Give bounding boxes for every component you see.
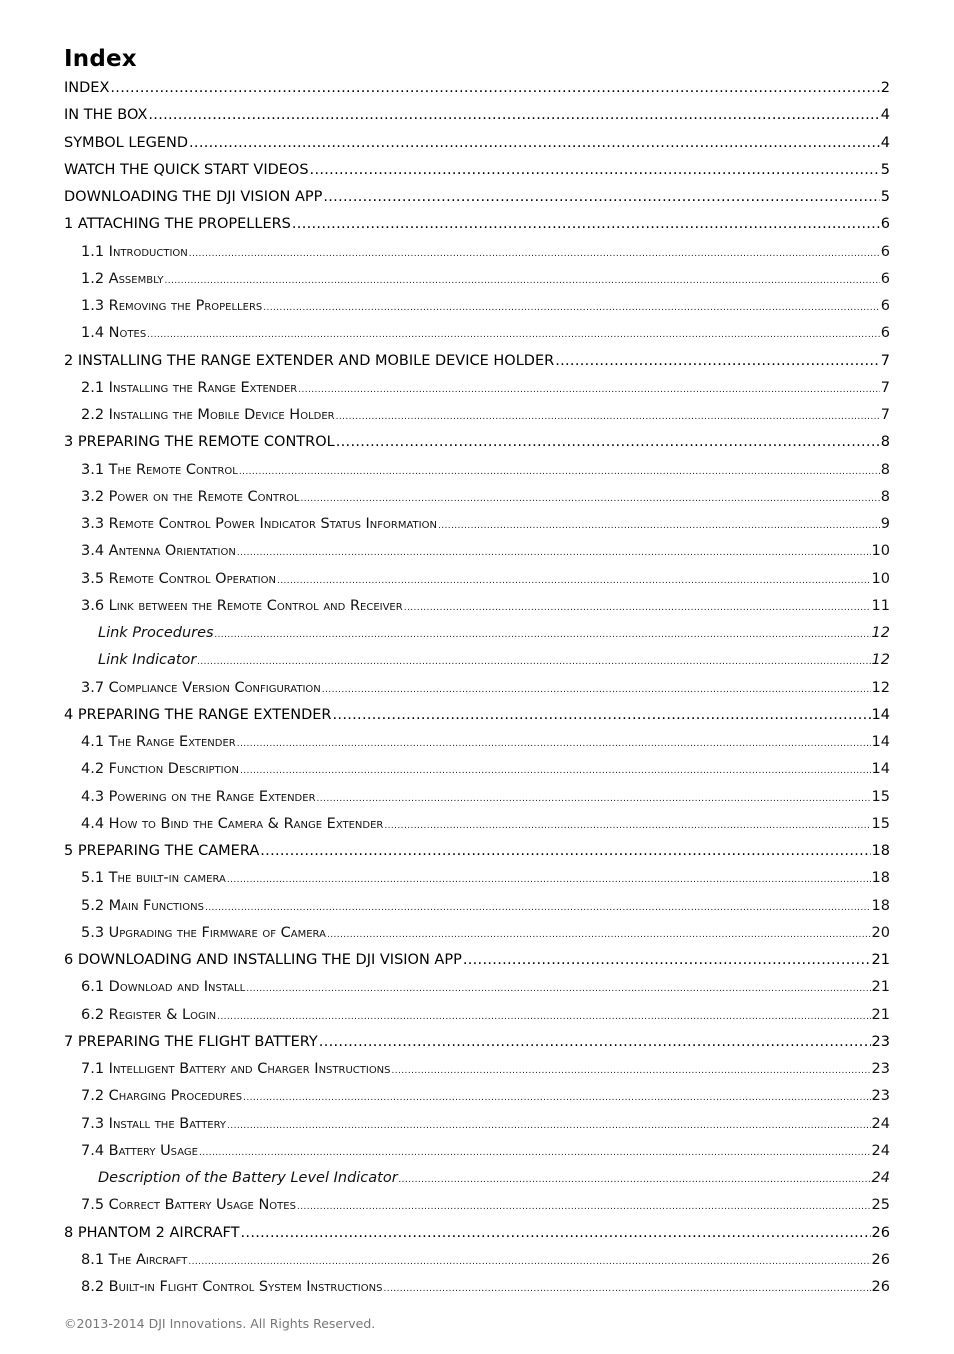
toc-section-entry[interactable] — [64, 566, 890, 593]
toc-entry-label: 1.2 Assembly — [81, 270, 164, 287]
toc-entry-label: DOWNLOADING THE DJI VISION APP — [64, 189, 323, 205]
toc-section-entry[interactable] — [64, 1138, 890, 1165]
toc-entry-label: 3.5 Remote Control Operation — [81, 570, 276, 587]
table-of-contents — [64, 75, 890, 1301]
toc-page-number: 23 — [871, 1088, 890, 1105]
toc-page-number: 21 — [871, 979, 890, 996]
toc-page-number: 9 — [880, 516, 890, 532]
toc-dot-leader — [227, 1113, 871, 1140]
toc-dot-leader — [297, 1194, 871, 1221]
toc-page-number: 21 — [871, 1006, 890, 1023]
toc-page-number: 2 — [880, 80, 890, 96]
toc-dot-leader — [205, 895, 871, 922]
toc-page-number: 10 — [871, 543, 890, 560]
toc-entry-label: 6.2 Register & Login — [81, 1006, 217, 1023]
toc-chapter-entry[interactable] — [64, 1220, 890, 1247]
toc-dot-leader — [319, 1029, 871, 1056]
toc-entry-label: 3.3 Remote Control Power Indicator Status Information — [81, 516, 437, 532]
toc-entry-label: 1.1 Introduction — [81, 243, 188, 260]
toc-page-number: 24 — [871, 1142, 890, 1159]
toc-page-number: 14 — [871, 734, 890, 750]
toc-section-entry[interactable] — [64, 974, 890, 1001]
toc-entry-label: 4.1 The Range Extender — [81, 734, 236, 750]
toc-page-number: 7 — [880, 407, 890, 423]
toc-dot-leader — [237, 731, 871, 758]
toc-dot-leader — [336, 429, 880, 456]
toc-dot-leader — [555, 348, 880, 375]
toc-dot-leader — [239, 459, 880, 486]
toc-entry-label: 7.5 Correct Battery Usage Notes — [81, 1197, 296, 1214]
toc-page-number: 18 — [871, 843, 890, 859]
toc-page-number: 6 — [880, 216, 890, 233]
toc-page-number: 23 — [871, 1061, 890, 1077]
toc-page-number: 5 — [880, 161, 890, 178]
toc-page-number: 8 — [880, 461, 890, 478]
toc-entry-label: IN THE BOX — [64, 107, 148, 124]
toc-dot-leader — [241, 1220, 871, 1247]
document-page — [64, 44, 890, 1301]
toc-entry-label: 3.6 Link between the Remote Control and Receiver — [81, 597, 403, 614]
toc-dot-leader — [336, 404, 880, 431]
copyright-footer: ©2013-2014 DJI Innovations. All Rights Reserved. — [64, 1316, 376, 1331]
toc-page-number: 12 — [871, 679, 890, 696]
toc-section-entry[interactable] — [64, 1002, 890, 1029]
toc-subsection-entry[interactable] — [64, 1165, 890, 1192]
toc-page-number: 24 — [871, 1170, 890, 1186]
toc-page-number: 14 — [871, 706, 890, 723]
toc-dot-leader — [327, 922, 871, 949]
toc-page-number: 8 — [880, 488, 890, 505]
toc-section-entry[interactable] — [64, 784, 890, 811]
toc-dot-leader — [215, 622, 871, 649]
toc-entry-label: 1.3 Removing the Propellers — [81, 298, 263, 314]
toc-dot-leader — [227, 867, 871, 894]
toc-section-entry[interactable] — [64, 293, 890, 320]
toc-chapter-entry[interactable] — [64, 947, 890, 974]
toc-page-number: 6 — [880, 298, 890, 314]
toc-page-number: 26 — [871, 1224, 890, 1241]
toc-entry-label: 7.3 Install the Battery — [81, 1115, 227, 1132]
toc-dot-leader — [197, 649, 870, 676]
toc-page-number: 25 — [871, 1197, 890, 1214]
toc-dot-leader — [189, 241, 880, 268]
toc-dot-leader — [277, 568, 871, 595]
toc-page-number: 15 — [871, 815, 890, 832]
toc-chapter-entry[interactable] — [64, 1029, 890, 1056]
toc-subsection-entry[interactable] — [64, 647, 890, 674]
toc-entry-label: 6 DOWNLOADING AND INSTALLING THE DJI VISION APP — [64, 952, 462, 968]
toc-dot-leader — [463, 947, 871, 974]
toc-section-entry[interactable] — [64, 320, 890, 347]
toc-section-entry[interactable] — [64, 484, 890, 511]
toc-dot-leader — [246, 976, 870, 1003]
toc-chapter-entry[interactable] — [64, 130, 890, 157]
toc-section-entry[interactable] — [64, 893, 890, 920]
toc-entry-label: 1.4 Notes — [81, 325, 147, 342]
toc-entry-label: Description of the Battery Level Indicator — [98, 1170, 398, 1186]
toc-section-entry[interactable] — [64, 1192, 890, 1219]
toc-dot-leader — [300, 486, 879, 513]
toc-page-number: 26 — [871, 1251, 890, 1268]
toc-page-number: 24 — [871, 1115, 890, 1132]
toc-page-number: 18 — [871, 870, 890, 887]
toc-entry-label: 3.1 The Remote Control — [81, 461, 238, 478]
toc-dot-leader — [189, 130, 880, 157]
toc-entry-label: 3.2 Power on the Remote Control — [81, 488, 300, 505]
toc-section-entry[interactable] — [64, 511, 890, 538]
toc-entry-label: 6.1 Download and Install — [81, 979, 246, 996]
toc-page-number: 12 — [871, 652, 890, 669]
toc-dot-leader — [298, 377, 880, 404]
toc-chapter-entry[interactable] — [64, 184, 890, 211]
toc-page-number: 10 — [871, 570, 890, 587]
toc-entry-label: 2 INSTALLING THE RANGE EXTENDER AND MOBILE DEVICE HOLDER — [64, 352, 555, 369]
toc-page-number: 6 — [880, 243, 890, 260]
toc-page-number: 5 — [880, 189, 890, 205]
toc-dot-leader — [237, 540, 871, 567]
toc-entry-label: 1 ATTACHING THE PROPELLERS — [64, 216, 291, 233]
toc-subsection-entry[interactable] — [64, 620, 890, 647]
toc-chapter-entry[interactable] — [64, 211, 890, 238]
toc-page-number: 11 — [871, 597, 890, 614]
toc-page-number: 26 — [871, 1279, 890, 1295]
toc-section-entry[interactable] — [64, 375, 890, 402]
toc-entry-label: 2.2 Installing the Mobile Device Holder — [81, 407, 335, 423]
toc-chapter-entry[interactable] — [64, 702, 890, 729]
toc-dot-leader — [399, 1167, 871, 1194]
toc-section-entry[interactable] — [64, 1274, 890, 1301]
toc-dot-leader — [147, 322, 880, 349]
toc-section-entry[interactable] — [64, 457, 890, 484]
toc-section-entry[interactable] — [64, 675, 890, 702]
toc-dot-leader — [317, 786, 871, 813]
toc-dot-leader — [164, 268, 879, 295]
toc-chapter-entry[interactable] — [64, 75, 890, 102]
toc-page-number: 6 — [880, 325, 890, 342]
toc-entry-label: 7.1 Intelligent Battery and Charger Instructions — [81, 1061, 391, 1077]
toc-dot-leader — [263, 295, 880, 322]
toc-dot-leader — [148, 102, 879, 129]
toc-entry-label: 4.3 Powering on the Range Extender — [81, 788, 316, 805]
toc-page-number: 20 — [871, 924, 890, 941]
toc-section-entry[interactable] — [64, 729, 890, 756]
toc-entry-label: 7 PREPARING THE FLIGHT BATTERY — [64, 1033, 318, 1050]
toc-section-entry[interactable] — [64, 811, 890, 838]
toc-dot-leader — [240, 758, 871, 785]
toc-entry-label: 3 PREPARING THE REMOTE CONTROL — [64, 434, 335, 451]
toc-dot-leader — [199, 1140, 871, 1167]
toc-chapter-entry[interactable] — [64, 102, 890, 129]
toc-section-entry[interactable] — [64, 920, 890, 947]
toc-entry-label: 5.2 Main Functions — [81, 897, 204, 914]
toc-page-number: 7 — [880, 379, 890, 396]
page-title: Index — [64, 46, 137, 72]
toc-page-number: 4 — [880, 134, 890, 151]
toc-dot-leader — [243, 1085, 870, 1112]
toc-dot-leader — [383, 1276, 870, 1303]
toc-dot-leader — [217, 1004, 870, 1031]
toc-entry-label: 5.3 Upgrading the Firmware of Camera — [81, 924, 326, 941]
toc-entry-label: Link Procedures — [98, 625, 214, 641]
toc-entry-label: Link Indicator — [98, 652, 197, 669]
toc-section-entry[interactable] — [64, 1247, 890, 1274]
toc-section-entry[interactable] — [64, 402, 890, 429]
toc-entry-label: 5.1 The built-in camera — [81, 870, 226, 887]
toc-page-number: 12 — [871, 625, 890, 641]
toc-dot-leader — [323, 184, 879, 211]
toc-dot-leader — [110, 75, 879, 102]
toc-dot-leader — [404, 595, 871, 622]
toc-dot-leader — [188, 1249, 870, 1276]
toc-section-entry[interactable] — [64, 1056, 890, 1083]
toc-entry-label: 7.4 Battery Usage — [81, 1142, 198, 1159]
toc-chapter-entry[interactable] — [64, 348, 890, 375]
toc-entry-label: 4.2 Function Description — [81, 761, 239, 778]
toc-page-number: 15 — [871, 788, 890, 805]
toc-chapter-entry[interactable] — [64, 157, 890, 184]
toc-entry-label: 7.2 Charging Procedures — [81, 1088, 243, 1105]
toc-dot-leader — [322, 677, 871, 704]
toc-dot-leader — [384, 813, 870, 840]
toc-entry-label: INDEX — [64, 80, 110, 96]
toc-chapter-entry[interactable] — [64, 838, 890, 865]
toc-chapter-entry[interactable] — [64, 429, 890, 456]
toc-page-number: 4 — [880, 107, 890, 124]
toc-page-number: 7 — [880, 352, 890, 369]
toc-entry-label: 3.4 Antenna Orientation — [81, 543, 236, 560]
toc-entry-label: 4 PREPARING THE RANGE EXTENDER — [64, 706, 332, 723]
toc-section-entry[interactable] — [64, 239, 890, 266]
toc-entry-label: 5 PREPARING THE CAMERA — [64, 843, 260, 859]
toc-page-number: 14 — [871, 761, 890, 778]
toc-section-entry[interactable] — [64, 1083, 890, 1110]
toc-section-entry[interactable] — [64, 538, 890, 565]
toc-page-number: 8 — [880, 434, 890, 451]
toc-page-number: 6 — [880, 270, 890, 287]
toc-dot-leader — [392, 1058, 871, 1085]
toc-entry-label: 2.1 Installing the Range Extender — [81, 379, 298, 396]
toc-page-number: 21 — [871, 952, 890, 968]
toc-dot-leader — [438, 513, 880, 540]
toc-section-entry[interactable] — [64, 266, 890, 293]
toc-dot-leader — [292, 211, 880, 238]
toc-page-number: 23 — [871, 1033, 890, 1050]
toc-dot-leader — [333, 702, 871, 729]
toc-entry-label: 4.4 How to Bind the Camera & Range Extender — [81, 815, 384, 832]
toc-entry-label: SYMBOL LEGEND — [64, 134, 189, 151]
toc-entry-label: 3.7 Compliance Version Configuration — [81, 679, 321, 696]
toc-entry-label: 8 PHANTOM 2 AIRCRAFT — [64, 1224, 240, 1241]
toc-entry-label: 8.1 The Aircraft — [81, 1251, 188, 1268]
toc-dot-leader — [260, 838, 870, 865]
toc-section-entry[interactable] — [64, 865, 890, 892]
toc-section-entry[interactable] — [64, 1111, 890, 1138]
toc-section-entry[interactable] — [64, 593, 890, 620]
toc-page-number: 18 — [871, 897, 890, 914]
toc-entry-label: 8.2 Built-in Flight Control System Instructions — [81, 1279, 383, 1295]
toc-dot-leader — [310, 157, 880, 184]
toc-entry-label: WATCH THE QUICK START VIDEOS — [64, 161, 309, 178]
toc-section-entry[interactable] — [64, 756, 890, 783]
